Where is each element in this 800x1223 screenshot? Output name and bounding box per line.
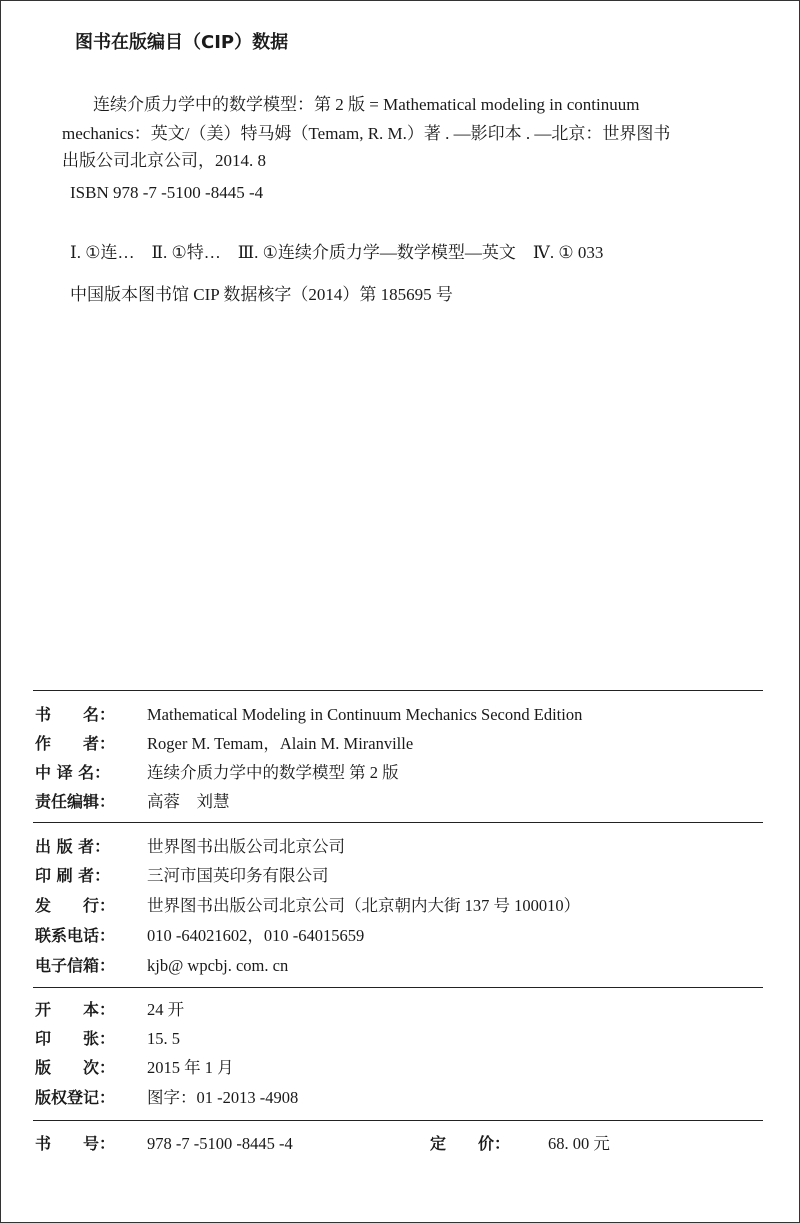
value-distributor: 世界图书出版公司北京公司（北京朝内大街 137 号 100010） bbox=[147, 896, 581, 915]
cip-line-1: 连续介质力学中的数学模型：第 2 版 = Mathematical modeling in continuum bbox=[93, 95, 640, 114]
label-edition: 版 次： bbox=[35, 1058, 116, 1077]
value-phone: 010 -64021602，010 -64015659 bbox=[147, 926, 365, 945]
label-author: 作 者： bbox=[35, 734, 116, 753]
value-title: Mathematical Modeling in Continuum Mechanics Second Edition bbox=[147, 705, 583, 724]
value-format: 24 开 bbox=[147, 1000, 185, 1019]
cip-line-2: mechanics：英文/（美）特马姆（Temam, R. M.）著 . —影印本 . —北京：世界图书 bbox=[62, 124, 671, 143]
divider bbox=[33, 690, 763, 691]
value-sheets: 15. 5 bbox=[147, 1029, 180, 1048]
divider bbox=[33, 822, 763, 823]
value-printer: 三河市国英印务有限公司 bbox=[147, 866, 329, 885]
cip-record-number: 中国版本图书馆 CIP 数据核字（2014）第 185695 号 bbox=[70, 285, 453, 304]
value-editor: 高蓉 刘慧 bbox=[147, 792, 230, 811]
value-author: Roger M. Temam，Alain M. Miranville bbox=[147, 734, 414, 753]
divider bbox=[33, 987, 763, 988]
label-publisher: 出 版 者： bbox=[35, 837, 111, 856]
label-printer: 印 刷 者： bbox=[35, 866, 111, 885]
label-phone: 联系电话： bbox=[35, 926, 116, 945]
label-format: 开 本： bbox=[35, 1000, 116, 1019]
label-editor: 责任编辑： bbox=[35, 792, 116, 811]
value-chinese-title: 连续介质力学中的数学模型 第 2 版 bbox=[147, 763, 399, 782]
label-price: 定 价： bbox=[430, 1134, 511, 1153]
value-price: 68. 00 元 bbox=[548, 1134, 610, 1153]
label-distributor: 发 行： bbox=[35, 896, 116, 915]
cip-line-3: 出版公司北京公司，2014. 8 bbox=[62, 151, 266, 170]
cip-isbn: ISBN 978 -7 -5100 -8445 -4 bbox=[70, 183, 264, 202]
label-chinese-title: 中 译 名： bbox=[35, 763, 111, 782]
label-sheets: 印 张： bbox=[35, 1029, 116, 1048]
cip-heading: 图书在版编目（CIP）数据 bbox=[75, 32, 289, 53]
divider bbox=[33, 1120, 763, 1121]
label-email: 电子信箱： bbox=[35, 956, 116, 975]
value-edition: 2015 年 1 月 bbox=[147, 1058, 234, 1077]
label-title: 书 名： bbox=[35, 705, 116, 724]
value-copyright: 图字：01 -2013 -4908 bbox=[147, 1088, 299, 1107]
value-email: kjb@ wpcbj. com. cn bbox=[147, 956, 289, 975]
value-isbn: 978 -7 -5100 -8445 -4 bbox=[147, 1134, 293, 1153]
label-copyright: 版权登记： bbox=[35, 1088, 116, 1107]
value-publisher: 世界图书出版公司北京公司 bbox=[147, 837, 345, 856]
label-isbn: 书 号： bbox=[35, 1134, 116, 1153]
cip-classification: Ⅰ. ①连… Ⅱ. ①特… Ⅲ. ①连续介质力学—数学模型—英文 Ⅳ. ① 033 bbox=[70, 243, 604, 262]
